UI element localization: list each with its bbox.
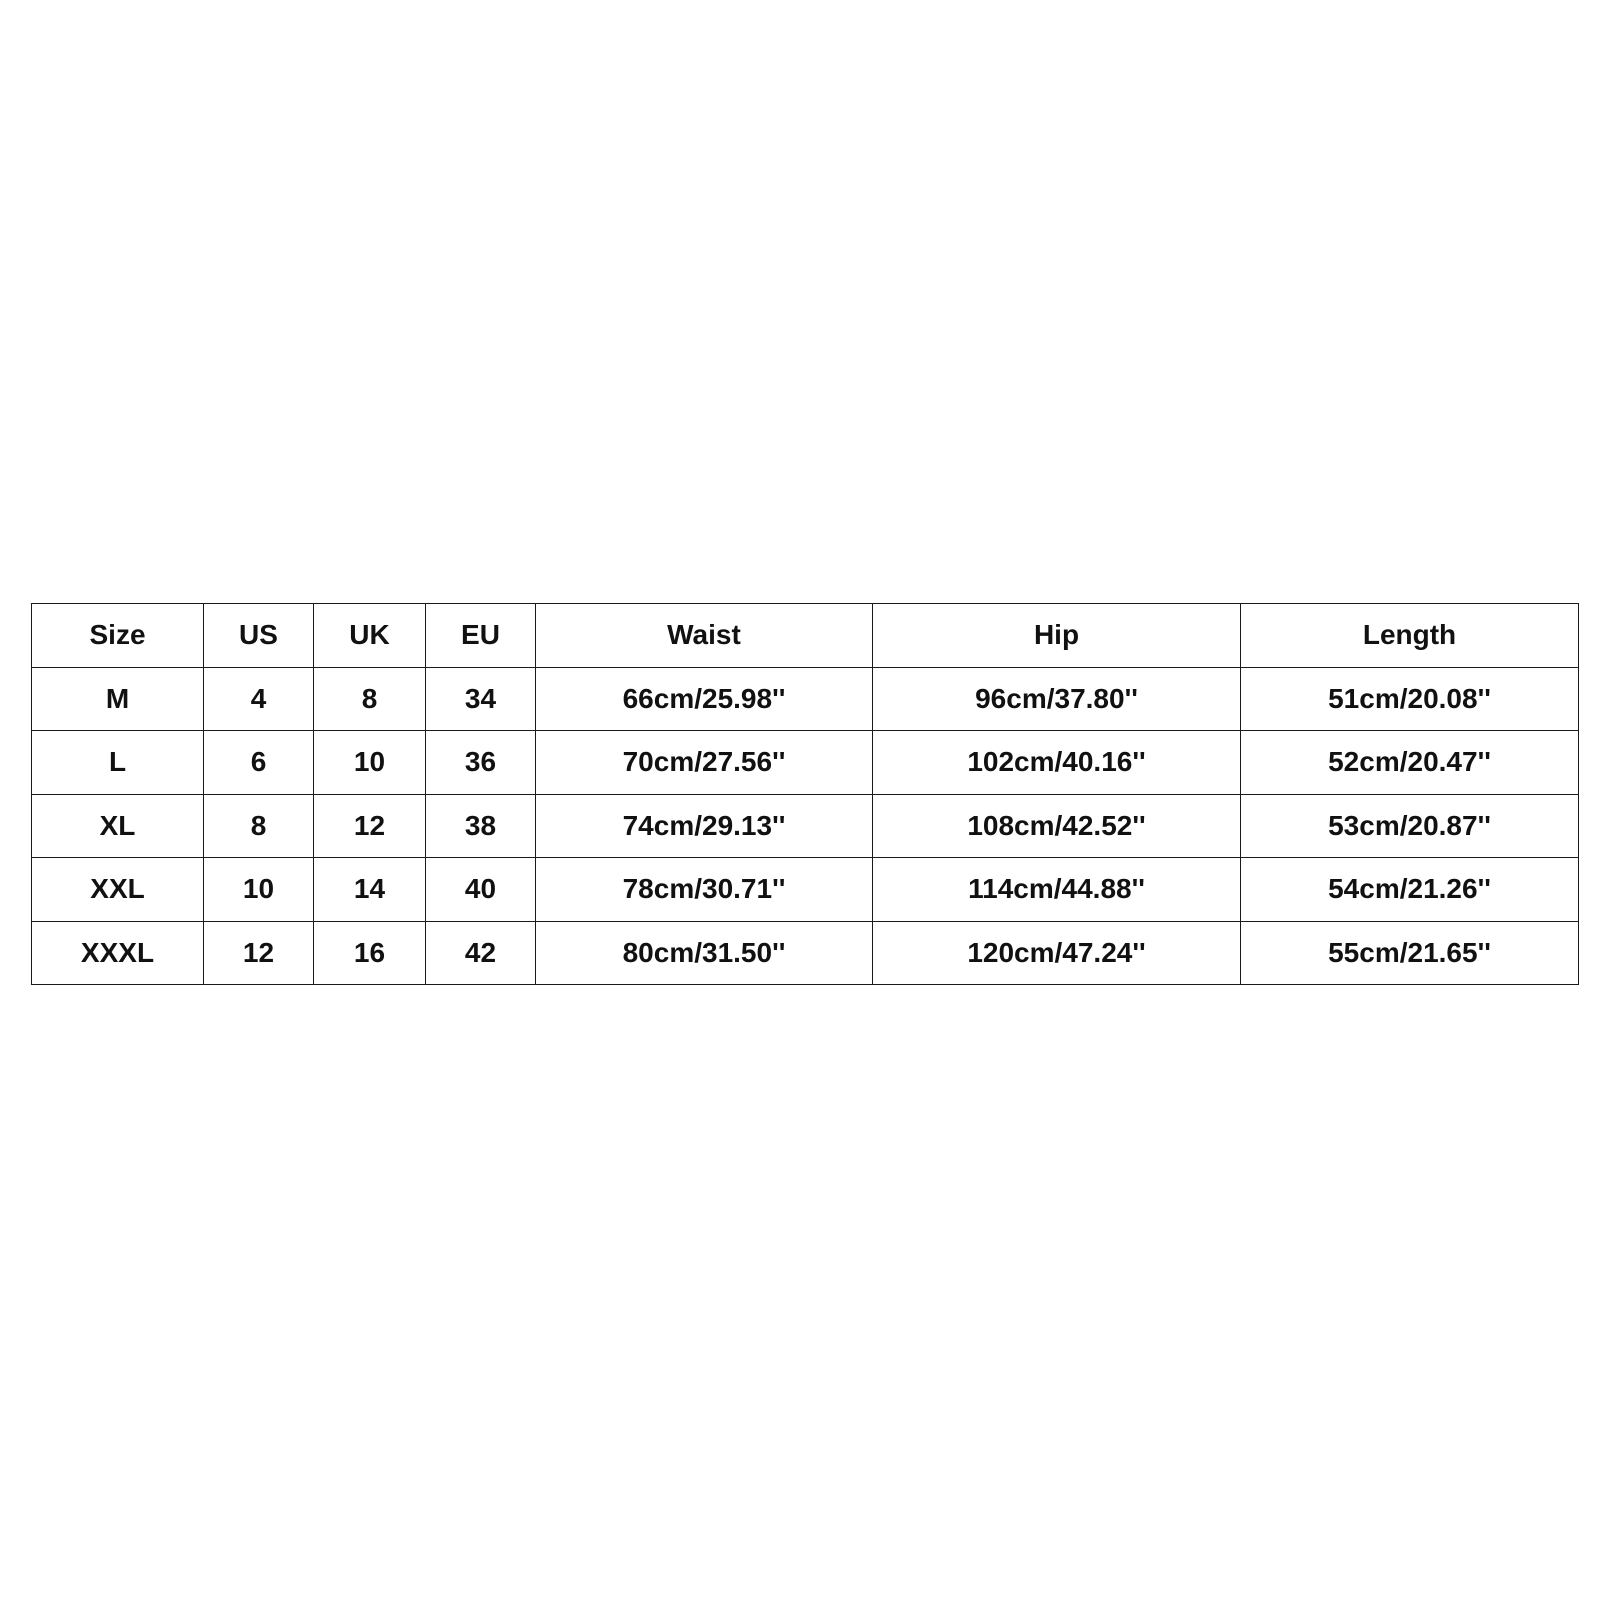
cell-waist: 70cm/27.56'' xyxy=(536,731,873,795)
cell-size: XXXL xyxy=(32,921,204,985)
cell-hip: 114cm/44.88'' xyxy=(873,858,1241,922)
header-uk: UK xyxy=(314,604,426,668)
table-row xyxy=(32,921,1579,985)
header-hip: Hip xyxy=(873,604,1241,668)
cell-eu: 38 xyxy=(426,794,536,858)
cell-size: M xyxy=(32,667,204,731)
cell-eu: 36 xyxy=(426,731,536,795)
cell-hip: 120cm/47.24'' xyxy=(873,921,1241,985)
header-eu: EU xyxy=(426,604,536,668)
cell-eu: 42 xyxy=(426,921,536,985)
cell-length: 51cm/20.08'' xyxy=(1241,667,1579,731)
header-waist: Waist xyxy=(536,604,873,668)
table-row xyxy=(32,731,1579,795)
cell-hip: 96cm/37.80'' xyxy=(873,667,1241,731)
table-row xyxy=(32,858,1579,922)
header-length: Length xyxy=(1241,604,1579,668)
cell-eu: 34 xyxy=(426,667,536,731)
cell-us: 12 xyxy=(204,921,314,985)
cell-us: 10 xyxy=(204,858,314,922)
cell-waist: 78cm/30.71'' xyxy=(536,858,873,922)
header-size: Size xyxy=(32,604,204,668)
cell-size: XXL xyxy=(32,858,204,922)
table-row xyxy=(32,794,1579,858)
cell-uk: 12 xyxy=(314,794,426,858)
cell-eu: 40 xyxy=(426,858,536,922)
header-us: US xyxy=(204,604,314,668)
header-row xyxy=(32,604,1579,668)
cell-uk: 10 xyxy=(314,731,426,795)
cell-length: 55cm/21.65'' xyxy=(1241,921,1579,985)
cell-hip: 102cm/40.16'' xyxy=(873,731,1241,795)
table-row xyxy=(32,667,1579,731)
cell-uk: 16 xyxy=(314,921,426,985)
size-chart-table xyxy=(31,603,1579,985)
cell-uk: 14 xyxy=(314,858,426,922)
cell-size: L xyxy=(32,731,204,795)
cell-size: XL xyxy=(32,794,204,858)
cell-hip: 108cm/42.52'' xyxy=(873,794,1241,858)
cell-waist: 66cm/25.98'' xyxy=(536,667,873,731)
cell-us: 4 xyxy=(204,667,314,731)
cell-us: 6 xyxy=(204,731,314,795)
cell-waist: 74cm/29.13'' xyxy=(536,794,873,858)
cell-length: 54cm/21.26'' xyxy=(1241,858,1579,922)
cell-uk: 8 xyxy=(314,667,426,731)
cell-us: 8 xyxy=(204,794,314,858)
cell-length: 53cm/20.87'' xyxy=(1241,794,1579,858)
cell-waist: 80cm/31.50'' xyxy=(536,921,873,985)
cell-length: 52cm/20.47'' xyxy=(1241,731,1579,795)
